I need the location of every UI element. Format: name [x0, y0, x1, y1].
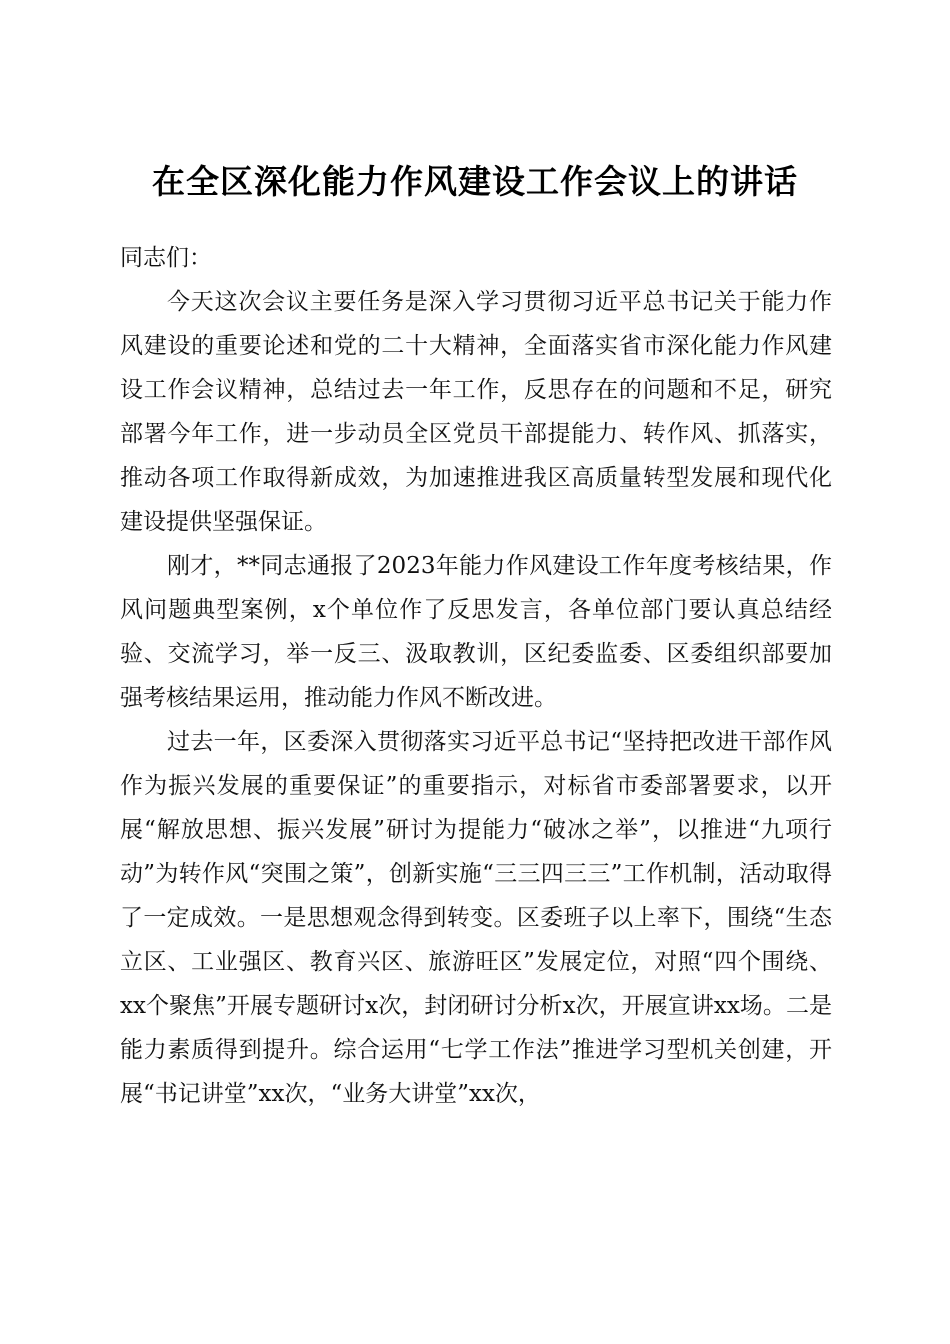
paragraph-2: 刚才，**同志通报了2023年能力作风建设工作年度考核结果，作风问题典型案例，x个单位作了反思发言，各单位部门要认真总结经验、交流学习，举一反三、汲取教训，区纪委监委、区委组织部要加强考核结果运用，推动能力作风不断改进。: [120, 553, 832, 711]
salutation: 同志们：: [120, 245, 212, 271]
paragraph-1: 今天这次会议主要任务是深入学习贯彻习近平总书记关于能力作风建设的重要论述和党的二十大精神，全面落实省市深化能力作风建设工作会议精神，总结过去一年工作，反思存在的问题和不足，研究部署今年工作，进一步动员全区党员干部提能力、转作风、抓落实，推动各项工作取得新成效，为加速推进我区高质量转型发展和现代化建设提供坚强保证。: [120, 289, 832, 535]
document-title: 在全区深化能力作风建设工作会议上的讲话: [152, 162, 798, 202]
paragraph-3: 过去一年，区委深入贯彻落实习近平总书记“坚持把改进干部作风作为振兴发展的重要保证”的重要指示，对标省市委部署要求，以开展“解放思想、振兴发展”研讨为提能力“破冰之举”，以推进“九项行动”为转作风“突围之策”，创新实施“三三四三三”工作机制，活动取得了一定成效。一是思想观念得到转变。区委班子以上率下，围绕“生态立区、工业强区、教育兴区、旅游旺区”发展定位，对照“四个围绕、xx个聚焦”开展专题研讨x次，封闭研讨分析x次，开展宣讲xx场。二是能力素质得到提升。综合运用“七学工作法”推进学习型机关创建，开展“书记讲堂”xx次，“业务大讲堂”xx次，: [120, 729, 832, 1107]
document-body: [120, 236, 832, 1116]
